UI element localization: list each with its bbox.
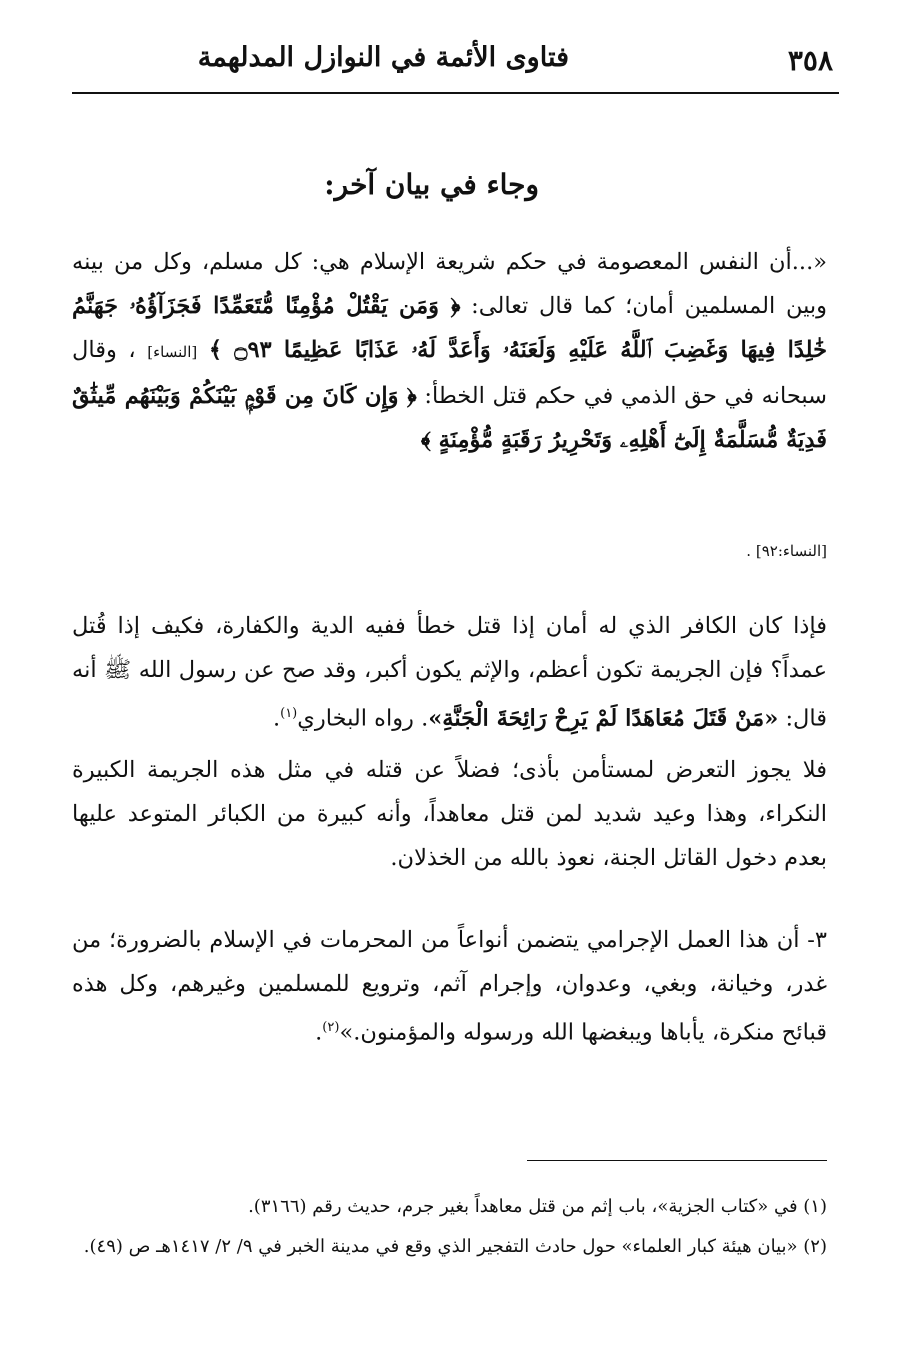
section-title: وجاء في بيان آخر: [324, 168, 539, 201]
paragraph-1 [72, 240, 827, 462]
paragraph-1-text-a: «...أن النفس المعصومة في حكم شريعة الإسلام هي: كل مسلم، وكل من بينه وبين المسلمين أمان؛ كما قال تعالى: [72, 249, 827, 319]
paragraph-2 [72, 604, 827, 741]
footnote-divider [527, 1160, 827, 1161]
paragraph-4 [72, 918, 827, 1055]
paragraph-2-text-a: فإذا كان الكافر الذي له أمان إذا قتل خطأ ففيه الدية والكفارة، فكيف إذا قُتل عمداً؟ فإن الجريمة تكون أعظم، والإثم يكون أكبر، وقد صح عن رسول الله ﷺ أنه قال: [72, 613, 827, 732]
verse-1-reference: [النساء] [147, 343, 198, 361]
paragraph-2-text-b: . رواه البخاري [297, 705, 429, 732]
paragraph-3: فلا يجوز التعرض لمستأمن بأذى؛ فضلاً عن قتله في مثل هذه الجريمة الكبيرة النكراء، وهذا وعيد شديد لمن قتل معاهداً، وأنه كبيرة من الكبائر المتوعد عليها بعدم دخول القاتل الجنة، نعوذ بالله من الخذلان. [72, 757, 827, 871]
page-number: ٣٥٨ [787, 44, 833, 77]
footnote-mark-1: (١) [280, 706, 298, 721]
quran-verse-1: ﴿ وَمَن يَقْتُلْ مُؤْمِنًا مُّتَعَمِّدًا فَجَزَآؤُهُۥ جَهَنَّمُ خَٰلِدًا فِيهَا وَغَضِبَ ٱللَّهُ عَلَيْهِ وَلَعَنَهُۥ وَأَعَدَّ لَهُۥ عَذَابًا عَظِيمًا ۝٩٣ ﴾ [72, 293, 827, 363]
page-header [72, 40, 839, 94]
running-title: فتاوى الأئمة في النوازل المدلهمة [197, 42, 569, 73]
quran-verse-2: ﴿ وَإِن كَانَ مِن قَوْمٍۭ بَيْنَكُمْ وَبَيْنَهُم مِّيثَٰقٌ فَدِيَةٌ مُّسَلَّمَةٌ إِلَىٰٓ أَهْلِهِۦ وَتَحْرِيرُ رَقَبَةٍ مُّؤْمِنَةٍ ﴾ [72, 383, 827, 453]
verse-2-reference: [النساء:٩٢] . [746, 542, 827, 560]
footnote-mark-2: (٢) [322, 1020, 340, 1035]
footnote-1: (١) في «كتاب الجزية»، باب إثم من قتل معاهداً بغير جرم، حديث رقم (٣١٦٦). [248, 1196, 827, 1217]
paragraph-4-text: ٣- أن هذا العمل الإجرامي يتضمن أنواعاً من المحرمات في الإسلام بالضرورة؛ من غدر، وخيانة، وبغي، وعدوان، وإجرام آثم، وترويع للمسلمين وغيرهم، وكل هذه قبائح منكرة، يأباها ويبغضها الله ورسوله والمؤمنون.» [72, 927, 827, 1046]
hadith-quote: «مَنْ قَتَلَ مُعَاهَدًا لَمْ يَرِحْ رَائِحَةَ الْجَنَّةِ» [428, 705, 779, 732]
footnote-2: (٢) «بيان هيئة كبار العلماء» حول حادث التفجير الذي وقع في مدينة الخبر في ٩/ ٢/ ١٤١٧هـ ص (٤٩). [83, 1236, 827, 1257]
paragraph-4-end: . [315, 1019, 323, 1046]
paragraph-1-text-b: ، وقال سبحانه في حق الذمي في حكم قتل الخطأ: [72, 337, 827, 409]
paragraph-2-end: . [272, 705, 281, 732]
